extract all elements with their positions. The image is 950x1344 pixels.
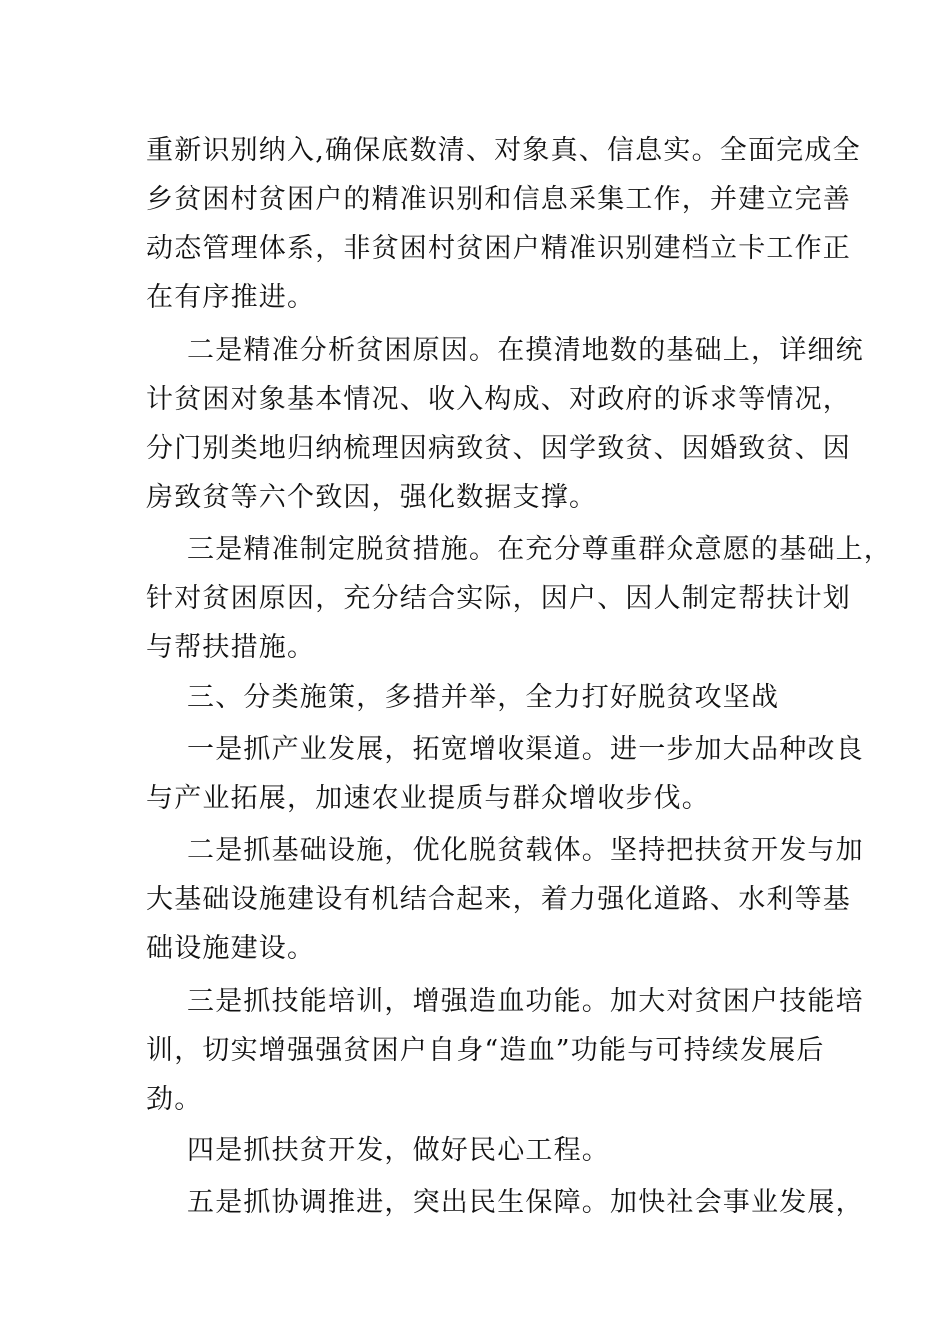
paragraph-start-line: 四是抓扶贫开发，做好民心工程。 xyxy=(187,1135,610,1166)
paragraph-start-line: 二是抓基础设施，优化脱贫载体。坚持把扶贫开发与加 xyxy=(187,835,864,866)
text-line: 房致贫等六个致因，强化数据支撑。 xyxy=(146,482,598,513)
text-line: 与帮扶措施。 xyxy=(146,632,316,663)
text-line: 训，切实增强强贫困户自身“造血”功能与可持续发展后 xyxy=(146,1035,825,1066)
text-line: 劲。 xyxy=(146,1084,203,1115)
text-line: 在有序推进。 xyxy=(146,282,316,313)
paragraph-start-line: 五是抓协调推进，突出民生保障。加快社会事业发展， xyxy=(187,1187,864,1218)
text-line: 乡贫困村贫困户的精准识别和信息采集工作，并建立完善 xyxy=(146,184,851,215)
text-line: 大基础设施建设有机结合起来，着力强化道路、水利等基 xyxy=(146,884,851,915)
text-line: 动态管理体系，非贫困村贫困户精准识别建档立卡工作正 xyxy=(146,233,851,264)
paragraph-start-line: 三是精准制定脱贫措施。在充分尊重群众意愿的基础上， xyxy=(187,534,892,565)
paragraph-start-line: 二是精准分析贫困原因。在摸清地数的基础上，详细统 xyxy=(187,335,864,366)
paragraph-start-line: 三是抓技能培训，增强造血功能。加大对贫困户技能培 xyxy=(187,986,864,1017)
text-line: 针对贫困原因，充分结合实际，因户、因人制定帮扶计划 xyxy=(146,583,851,614)
text-line: 计贫困对象基本情况、收入构成、对政府的诉求等情况， xyxy=(146,384,851,415)
text-line: 与产业拓展，加速农业提质与群众增收步伐。 xyxy=(146,783,710,814)
text-line: 重新识别纳入,确保底数清、对象真、信息实。全面完成全 xyxy=(146,135,861,166)
paragraph-start-line: 一是抓产业发展，拓宽增收渠道。进一步加大品种改良 xyxy=(187,734,864,765)
section-heading: 三、分类施策，多措并举，全力打好脱贫攻坚战 xyxy=(187,682,780,713)
text-line: 分门别类地归纳梳理因病致贫、因学致贫、因婚致贫、因 xyxy=(146,433,851,464)
text-line: 础设施建设。 xyxy=(146,933,316,964)
